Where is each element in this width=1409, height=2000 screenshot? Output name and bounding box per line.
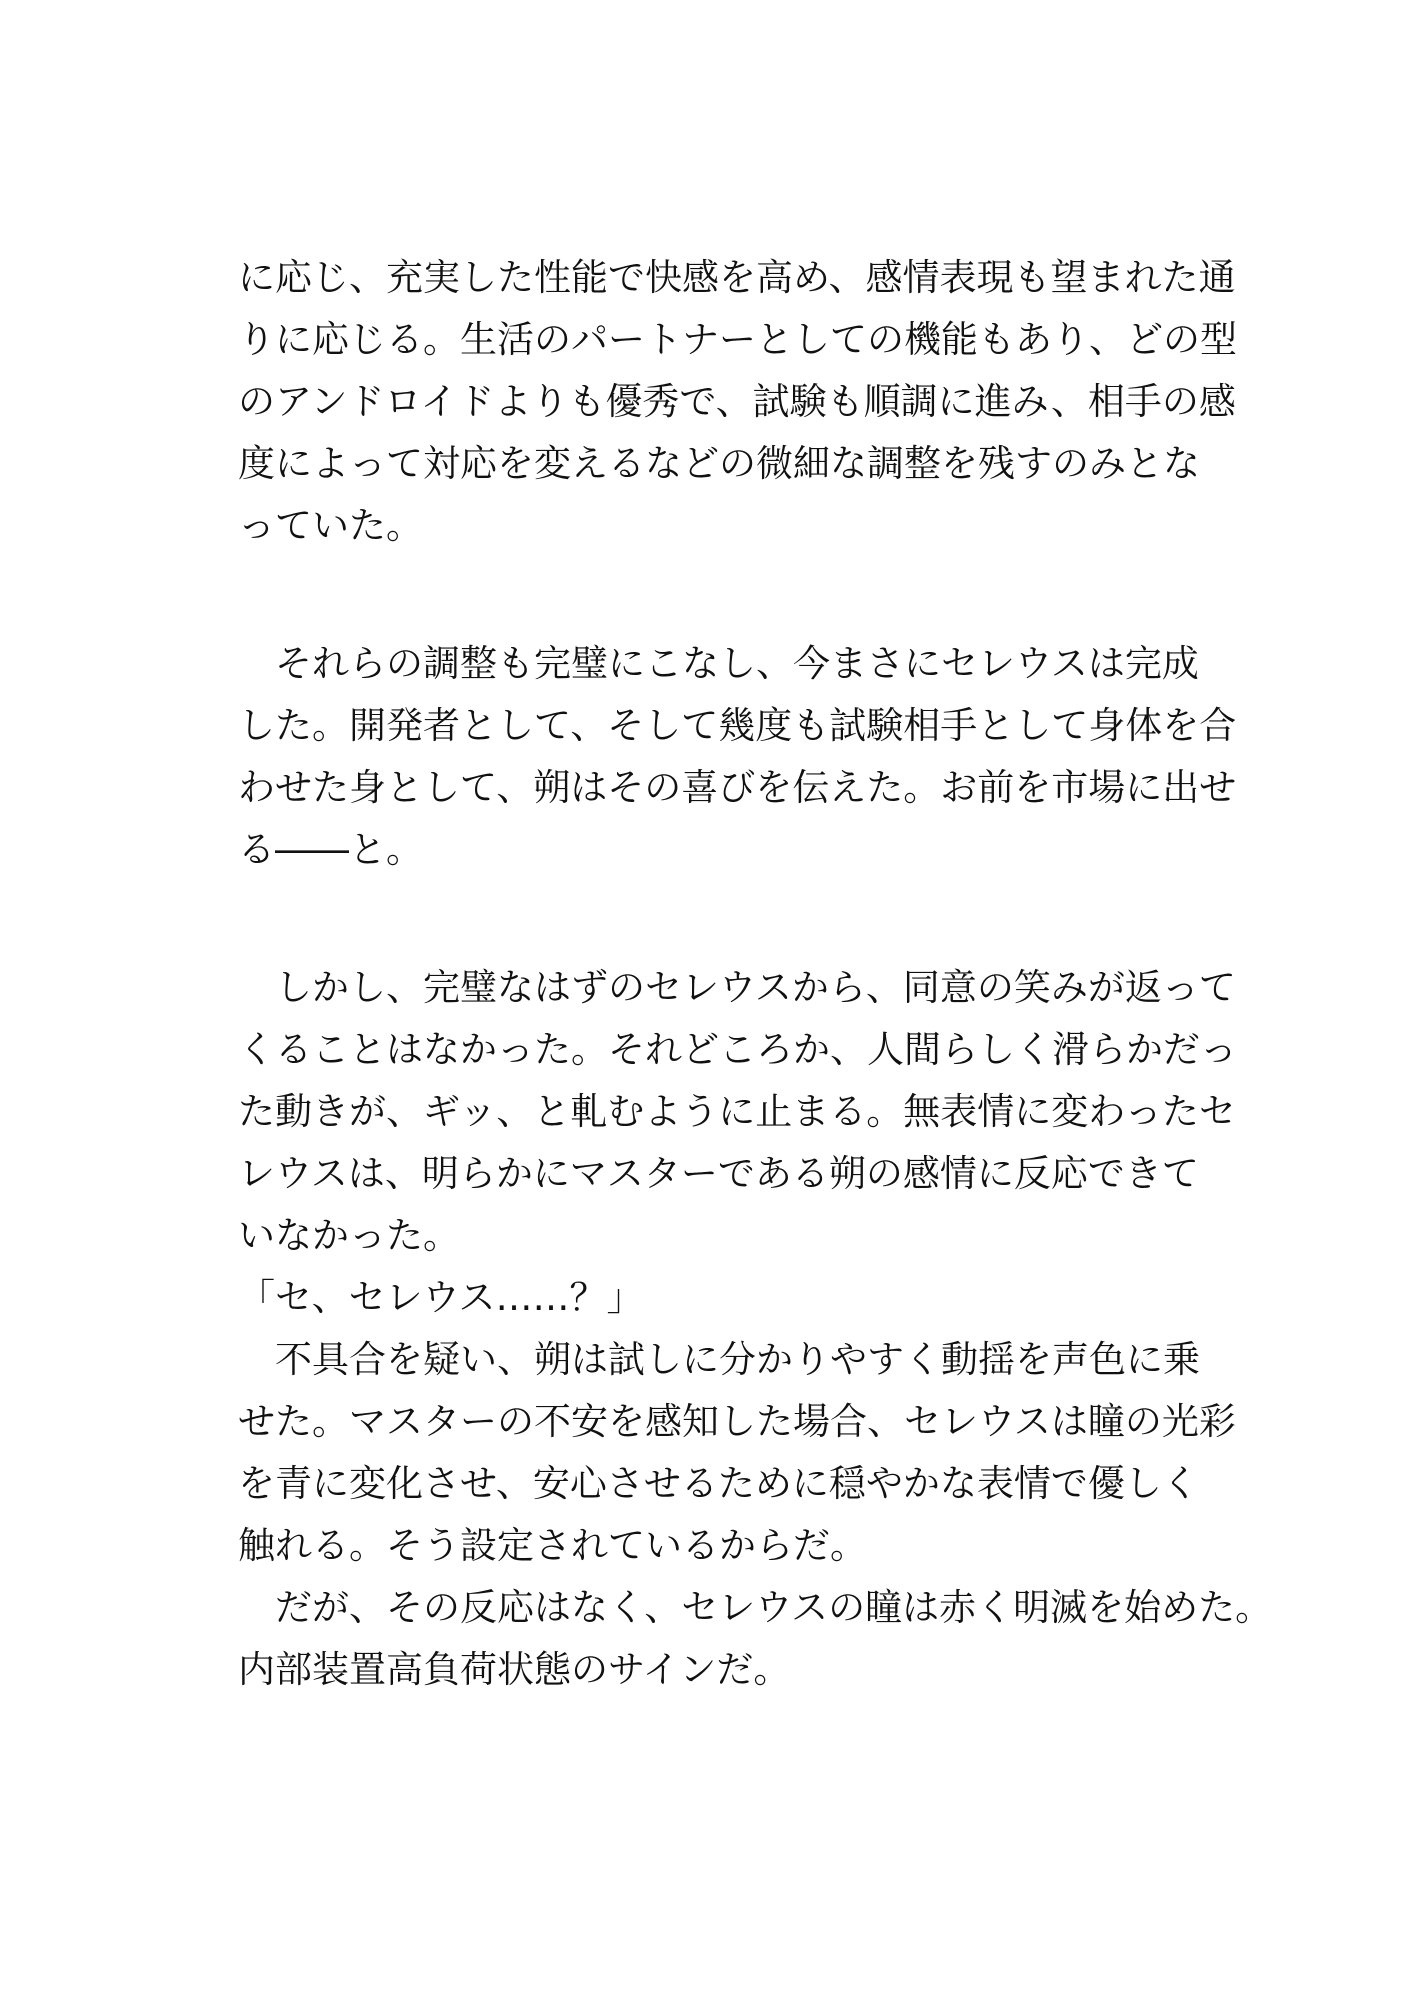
text-line: 内部装置高負荷状態のサインだ。 bbox=[238, 1648, 791, 1691]
paragraph-1 bbox=[238, 247, 1237, 557]
text-line: 不具合を疑い、朔は試しに分かりやすく動揺を声色に乗 bbox=[238, 1338, 1200, 1381]
text-line: る――と。 bbox=[238, 828, 423, 871]
text-line: くることはなかった。それどころか、人間らしく滑らかだっ bbox=[238, 1028, 1237, 1071]
text-line: っていた。 bbox=[238, 504, 423, 547]
paragraph-spacer bbox=[238, 557, 1188, 633]
text-line: だが、その反応はなく、セレウスの瞳は赤く明滅を始めた。 bbox=[238, 1586, 1273, 1629]
paragraph-3 bbox=[238, 957, 1273, 1701]
text-line: りに応じる。生活のパートナーとしての機能もあり、どの型 bbox=[238, 318, 1237, 361]
text-line: を青に変化させ、安心させるために穏やかな表情で優しく bbox=[238, 1462, 1199, 1505]
text-line: わせた身として、朔はその喜びを伝えた。お前を市場に出せ bbox=[238, 766, 1237, 809]
text-line: せた。マスターの不安を感知した場合、セレウスは瞳の光彩 bbox=[238, 1400, 1236, 1443]
text-line: いなかった。 bbox=[238, 1214, 460, 1257]
text-line: した。開発者として、そして幾度も試験相手として身体を合 bbox=[238, 704, 1237, 747]
text-line: レウスは、明らかにマスターである朔の感情に反応できて bbox=[238, 1152, 1199, 1195]
text-line: それらの調整も完璧にこなし、今まさにセレウスは完成 bbox=[238, 642, 1199, 685]
text-line: のアンドロイドよりも優秀で、試験も順調に進み、相手の感 bbox=[238, 380, 1236, 423]
text-line: に応じ、充実した性能で快感を高め、感情表現も望まれた通 bbox=[238, 256, 1236, 299]
paragraph-spacer bbox=[238, 881, 1188, 957]
paragraph-2 bbox=[238, 633, 1237, 881]
body-text bbox=[238, 247, 1273, 1701]
text-line: しかし、完璧なはずのセレウスから、同意の笑みが返って bbox=[238, 966, 1236, 1009]
text-line: 度によって対応を変えるなどの微細な調整を残すのみとな bbox=[238, 442, 1200, 485]
text-line: た動きが、ギッ、と軋むように止まる。無表情に変わったセ bbox=[238, 1090, 1236, 1133]
text-line: 触れる。そう設定されているからだ。 bbox=[238, 1524, 867, 1567]
dialogue-line: 「セ、セレウス……？」 bbox=[238, 1276, 644, 1319]
